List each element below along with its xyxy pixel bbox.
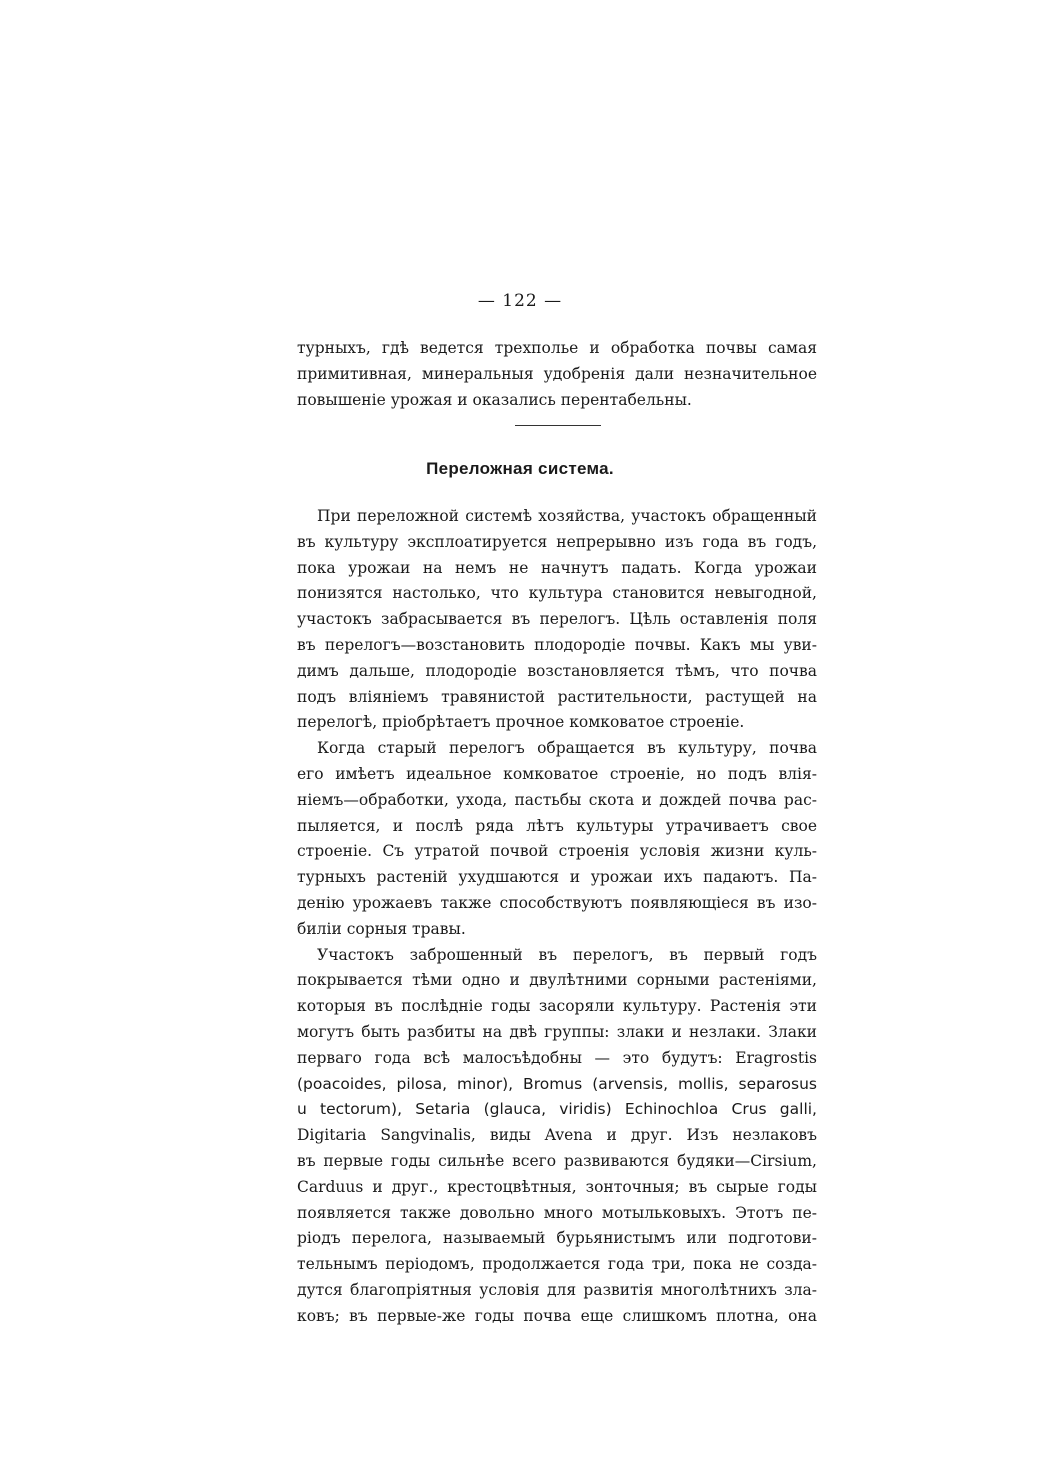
text-line: пыляется, и послѣ ряда лѣтъ культуры утрачиваетъ свое xyxy=(297,816,817,835)
text-line: появляется также довольно много мотыльковыхъ. Этотъ пе- xyxy=(297,1203,817,1222)
text-line: денію урожаевъ также способствуютъ появляющіеся въ изо- xyxy=(297,893,817,912)
text-line: въ культуру эксплоатируется непрерывно изъ года въ годъ, xyxy=(297,532,817,551)
text-line: Digitaria Sangvinalis, виды Avena и друг. Изъ незлаковъ xyxy=(297,1126,817,1145)
paragraph-3 xyxy=(297,943,817,1330)
intro-paragraph xyxy=(297,336,817,413)
text-line: примитивная, минеральныя удобренія дали незначительное xyxy=(297,364,817,383)
text-line: повышеніе урожая и оказались перентабельны. xyxy=(297,390,692,409)
text-line: ріодъ перелога, называемый бурьянистымъ или подготови- xyxy=(297,1229,817,1248)
paragraph-2 xyxy=(297,736,817,942)
text-line: въ перелогъ—возстановить плодородіе почвы. Какъ мы уви- xyxy=(297,635,817,654)
text-line: турныхъ, гдѣ ведется трехполье и обработка почвы самая xyxy=(297,339,817,357)
text-line: ніемъ—обработки, ухода, пастьбы скота и дождей почва рас- xyxy=(297,790,817,809)
paragraph-1 xyxy=(297,504,817,736)
text-line: Когда старый перелогъ обращается въ культуру, почва xyxy=(317,739,817,758)
text-line: которыя въ послѣдніе годы засоряли культуру. Растенія эти xyxy=(297,997,817,1016)
text-line: Участокъ заброшенный въ перелогъ, въ первый годъ xyxy=(317,945,817,964)
text-line: дутся благопріятныя условія для развитія многолѣтнихъ зла- xyxy=(297,1280,817,1299)
text-line: участокъ забрасывается въ перелогъ. Цѣль оставленія поля xyxy=(297,610,817,629)
section-title: Переложная система. xyxy=(426,459,614,478)
text-line: ковъ; въ первые-же годы почва еще слишкомъ плотна, она xyxy=(297,1306,817,1325)
text-line: (poacoides, pilosa, minor), Bromus (arvensis, mollis, separosus xyxy=(297,1074,817,1093)
text-line: u tectorum), Setaria (glauca, viridis) Echinochloa Crus galli, xyxy=(297,1100,817,1119)
section-separator xyxy=(515,425,601,426)
text-line: перваго года всѣ малосъѣдобны — это будутъ: Eragrostis xyxy=(297,1048,817,1067)
page-number: — 122 — xyxy=(477,291,563,311)
text-line: его имѣетъ идеальное комковатое строеніе, но подъ влія- xyxy=(297,764,817,783)
text-line: пока урожаи на немъ не начнутъ падать. Когда урожаи xyxy=(297,558,817,577)
text-line: покрывается тѣми одно и двулѣтними сорными растеніями, xyxy=(297,971,817,990)
text-line: Carduus и друг., крестоцвѣтныя, зонточныя; въ сырые годы xyxy=(297,1177,817,1196)
text-line: въ первые годы сильнѣе всего развиваются будяки—Cirsium, xyxy=(297,1151,817,1170)
text-line: подъ вліяніемъ травянистой растительности, растущей на xyxy=(297,687,817,706)
text-line: тельнымъ періодомъ, продолжается года три, пока не созда- xyxy=(297,1255,817,1274)
text-line: могутъ быть разбиты на двѣ группы: злаки и незлаки. Злаки xyxy=(297,1022,817,1041)
text-line: перелогѣ, пріобрѣтаетъ прочное комковатое строеніе. xyxy=(297,713,745,732)
text-line: турныхъ растеній ухудшаются и урожаи ихъ падаютъ. Па- xyxy=(297,868,817,887)
text-line: биліи сорныя травы. xyxy=(297,919,466,938)
section-body xyxy=(297,504,817,1330)
text-line: димъ дальше, плодородіе возстановляется тѣмъ, что почва xyxy=(297,661,817,680)
text-line: При переложной системѣ хозяйства, участокъ обращенный xyxy=(317,507,817,525)
text-line: понизятся настолько, что культура становится невыгодной, xyxy=(297,584,817,603)
text-line: строеніе. Съ утратой почвой строенія условія жизни куль- xyxy=(297,842,817,861)
